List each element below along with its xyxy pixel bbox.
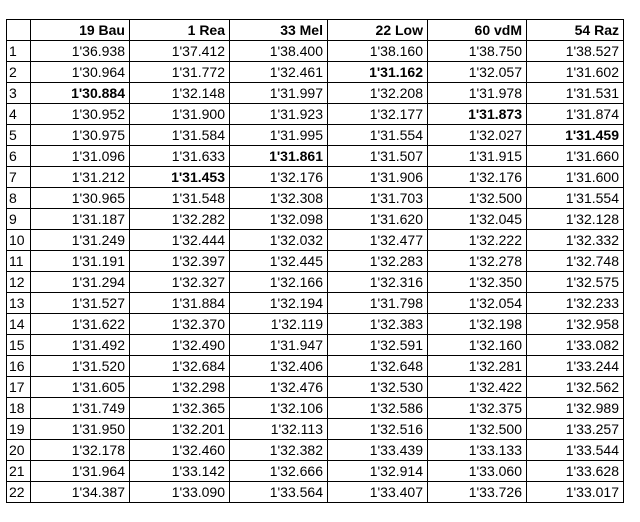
lap-time-cell: 1'38.527 bbox=[527, 41, 624, 62]
table-row bbox=[7, 125, 624, 146]
lap-time-cell: 1'32.476 bbox=[230, 377, 328, 398]
lap-time-cell: 1'32.283 bbox=[328, 251, 428, 272]
lap-number: 13 bbox=[7, 293, 31, 314]
lap-time-cell: 1'32.327 bbox=[130, 272, 230, 293]
lap-time-cell: 1'31.950 bbox=[31, 419, 130, 440]
lap-time-cell: 1'30.965 bbox=[31, 188, 130, 209]
lap-time-cell: 1'31.884 bbox=[130, 293, 230, 314]
header-row bbox=[7, 20, 624, 41]
lap-time-cell: 1'32.057 bbox=[428, 62, 527, 83]
rider-header: 19 Bau bbox=[31, 20, 130, 41]
lap-time-cell: 1'32.562 bbox=[527, 377, 624, 398]
lap-time-cell: 1'32.989 bbox=[527, 398, 624, 419]
lap-time-cell: 1'32.106 bbox=[230, 398, 328, 419]
table-row bbox=[7, 167, 624, 188]
lap-time-cell: 1'33.082 bbox=[527, 335, 624, 356]
lap-number: 11 bbox=[7, 251, 31, 272]
lap-number: 16 bbox=[7, 356, 31, 377]
lap-time-cell: 1'34.387 bbox=[31, 482, 130, 503]
lap-time-cell: 1'32.460 bbox=[130, 440, 230, 461]
table-row bbox=[7, 209, 624, 230]
lap-time-cell: 1'32.119 bbox=[230, 314, 328, 335]
lap-number: 19 bbox=[7, 419, 31, 440]
lap-time-cell: 1'31.749 bbox=[31, 398, 130, 419]
lap-number: 7 bbox=[7, 167, 31, 188]
rider-header: 33 Mel bbox=[230, 20, 328, 41]
lap-time-cell: 1'32.332 bbox=[527, 230, 624, 251]
lap-time-cell: 1'33.407 bbox=[328, 482, 428, 503]
lap-time-cell: 1'31.554 bbox=[527, 188, 624, 209]
lap-time-cell: 1'32.148 bbox=[130, 83, 230, 104]
lap-time-cell: 1'32.445 bbox=[230, 251, 328, 272]
lap-time-cell: 1'32.113 bbox=[230, 419, 328, 440]
lap-time-cell: 1'31.096 bbox=[31, 146, 130, 167]
lap-time-cell: 1'32.382 bbox=[230, 440, 328, 461]
lap-time-cell: 1'32.516 bbox=[328, 419, 428, 440]
lap-time-cell: 1'32.575 bbox=[527, 272, 624, 293]
lap-time-cell: 1'32.370 bbox=[130, 314, 230, 335]
lap-time-cell: 1'32.282 bbox=[130, 209, 230, 230]
lap-time-cell: 1'32.233 bbox=[527, 293, 624, 314]
table-row bbox=[7, 440, 624, 461]
lap-time-cell: 1'32.208 bbox=[328, 83, 428, 104]
lap-time-cell: 1'31.584 bbox=[130, 125, 230, 146]
lap-time-cell: 1'31.605 bbox=[31, 377, 130, 398]
lap-time-cell: 1'32.958 bbox=[527, 314, 624, 335]
lap-time-cell: 1'31.554 bbox=[328, 125, 428, 146]
lap-number: 6 bbox=[7, 146, 31, 167]
lap-time-cell: 1'38.750 bbox=[428, 41, 527, 62]
lap-time-cell: 1'32.530 bbox=[328, 377, 428, 398]
lap-time-cell: 1'31.527 bbox=[31, 293, 130, 314]
lap-time-cell: 1'32.308 bbox=[230, 188, 328, 209]
lap-time-cell: 1'31.600 bbox=[527, 167, 624, 188]
lap-time-cell: 1'31.620 bbox=[328, 209, 428, 230]
lap-number: 10 bbox=[7, 230, 31, 251]
lap-time-cell: 1'32.397 bbox=[130, 251, 230, 272]
lap-number: 18 bbox=[7, 398, 31, 419]
lap-time-cell: 1'31.900 bbox=[130, 104, 230, 125]
lap-number: 14 bbox=[7, 314, 31, 335]
lap-time-cell: 1'33.090 bbox=[130, 482, 230, 503]
lap-time-cell: 1'38.400 bbox=[230, 41, 328, 62]
lap-time-cell: 1'33.726 bbox=[428, 482, 527, 503]
lap-number: 8 bbox=[7, 188, 31, 209]
lap-time-cell: 1'31.531 bbox=[527, 83, 624, 104]
lap-time-cell: 1'31.906 bbox=[328, 167, 428, 188]
lap-time-cell: 1'31.507 bbox=[328, 146, 428, 167]
lap-time-cell: 1'31.294 bbox=[31, 272, 130, 293]
lap-time-cell: 1'32.278 bbox=[428, 251, 527, 272]
lap-time-cell: 1'32.350 bbox=[428, 272, 527, 293]
lap-time-cell: 1'33.439 bbox=[328, 440, 428, 461]
table-row bbox=[7, 272, 624, 293]
lap-time-cell: 1'30.975 bbox=[31, 125, 130, 146]
lap-time-cell: 1'31.492 bbox=[31, 335, 130, 356]
lap-time-cell: 1'32.748 bbox=[527, 251, 624, 272]
lap-time-cell: 1'31.602 bbox=[527, 62, 624, 83]
table-row bbox=[7, 41, 624, 62]
lap-time-cell: 1'32.198 bbox=[428, 314, 527, 335]
lap-time-cell: 1'31.660 bbox=[527, 146, 624, 167]
lap-time-cell: 1'31.798 bbox=[328, 293, 428, 314]
lap-time-cell: 1'32.591 bbox=[328, 335, 428, 356]
lap-time-cell: 1'32.490 bbox=[130, 335, 230, 356]
best-lap-time-cell: 1'31.861 bbox=[230, 146, 328, 167]
best-lap-time-cell: 1'31.873 bbox=[428, 104, 527, 125]
lap-time-cell: 1'31.249 bbox=[31, 230, 130, 251]
lap-time-cell: 1'31.964 bbox=[31, 461, 130, 482]
lap-time-cell: 1'31.947 bbox=[230, 335, 328, 356]
lap-time-cell: 1'32.178 bbox=[31, 440, 130, 461]
lap-time-cell: 1'33.564 bbox=[230, 482, 328, 503]
lap-time-cell: 1'32.383 bbox=[328, 314, 428, 335]
lap-time-cell: 1'32.194 bbox=[230, 293, 328, 314]
lap-number: 20 bbox=[7, 440, 31, 461]
rider-header: 22 Low bbox=[328, 20, 428, 41]
lap-time-cell: 1'32.375 bbox=[428, 398, 527, 419]
lap-time-cell: 1'32.648 bbox=[328, 356, 428, 377]
lap-time-cell: 1'32.160 bbox=[428, 335, 527, 356]
lap-time-cell: 1'32.422 bbox=[428, 377, 527, 398]
lap-time-cell: 1'30.952 bbox=[31, 104, 130, 125]
lap-times-table bbox=[6, 19, 624, 503]
lap-time-cell: 1'33.544 bbox=[527, 440, 624, 461]
lap-time-cell: 1'32.201 bbox=[130, 419, 230, 440]
lap-number: 4 bbox=[7, 104, 31, 125]
lap-time-cell: 1'36.938 bbox=[31, 41, 130, 62]
lap-time-cell: 1'32.032 bbox=[230, 230, 328, 251]
lap-time-cell: 1'38.160 bbox=[328, 41, 428, 62]
lap-time-cell: 1'31.212 bbox=[31, 167, 130, 188]
lap-time-cell: 1'32.666 bbox=[230, 461, 328, 482]
lap-time-cell: 1'31.874 bbox=[527, 104, 624, 125]
lap-time-cell: 1'31.997 bbox=[230, 83, 328, 104]
lap-time-cell: 1'32.176 bbox=[230, 167, 328, 188]
lap-time-cell: 1'32.684 bbox=[130, 356, 230, 377]
rider-header: 60 vdM bbox=[428, 20, 527, 41]
lap-time-cell: 1'31.622 bbox=[31, 314, 130, 335]
lap-number: 1 bbox=[7, 41, 31, 62]
table-row bbox=[7, 419, 624, 440]
rider-header: 54 Raz bbox=[527, 20, 624, 41]
lap-number: 5 bbox=[7, 125, 31, 146]
lap-time-cell: 1'31.995 bbox=[230, 125, 328, 146]
table-row bbox=[7, 293, 624, 314]
lap-time-cell: 1'33.017 bbox=[527, 482, 624, 503]
lap-time-cell: 1'32.316 bbox=[328, 272, 428, 293]
lap-time-cell: 1'31.633 bbox=[130, 146, 230, 167]
best-lap-time-cell: 1'30.884 bbox=[31, 83, 130, 104]
table-row bbox=[7, 230, 624, 251]
table-row bbox=[7, 461, 624, 482]
lap-time-cell: 1'31.923 bbox=[230, 104, 328, 125]
corner-cell bbox=[7, 20, 31, 41]
lap-time-cell: 1'32.045 bbox=[428, 209, 527, 230]
lap-time-cell: 1'32.500 bbox=[428, 188, 527, 209]
best-lap-time-cell: 1'31.453 bbox=[130, 167, 230, 188]
table-row bbox=[7, 188, 624, 209]
table-row bbox=[7, 104, 624, 125]
rider-header: 1 Rea bbox=[130, 20, 230, 41]
lap-number: 9 bbox=[7, 209, 31, 230]
lap-time-cell: 1'32.500 bbox=[428, 419, 527, 440]
lap-time-cell: 1'32.444 bbox=[130, 230, 230, 251]
lap-time-cell: 1'31.191 bbox=[31, 251, 130, 272]
lap-time-cell: 1'31.703 bbox=[328, 188, 428, 209]
lap-time-cell: 1'32.586 bbox=[328, 398, 428, 419]
lap-time-cell: 1'32.281 bbox=[428, 356, 527, 377]
lap-time-cell: 1'32.365 bbox=[130, 398, 230, 419]
lap-time-cell: 1'30.964 bbox=[31, 62, 130, 83]
lap-number: 22 bbox=[7, 482, 31, 503]
lap-number: 3 bbox=[7, 83, 31, 104]
lap-time-cell: 1'31.915 bbox=[428, 146, 527, 167]
lap-number: 17 bbox=[7, 377, 31, 398]
table-row bbox=[7, 335, 624, 356]
lap-time-cell: 1'32.027 bbox=[428, 125, 527, 146]
lap-time-cell: 1'33.142 bbox=[130, 461, 230, 482]
table-row bbox=[7, 398, 624, 419]
lap-time-cell: 1'33.133 bbox=[428, 440, 527, 461]
lap-time-cell: 1'32.477 bbox=[328, 230, 428, 251]
table-row bbox=[7, 83, 624, 104]
lap-time-cell: 1'32.914 bbox=[328, 461, 428, 482]
table-row bbox=[7, 482, 624, 503]
lap-time-cell: 1'31.548 bbox=[130, 188, 230, 209]
table-row bbox=[7, 251, 624, 272]
lap-time-cell: 1'32.298 bbox=[130, 377, 230, 398]
lap-time-cell: 1'33.628 bbox=[527, 461, 624, 482]
best-lap-time-cell: 1'31.459 bbox=[527, 125, 624, 146]
lap-time-cell: 1'32.406 bbox=[230, 356, 328, 377]
lap-number: 21 bbox=[7, 461, 31, 482]
lap-time-cell: 1'33.257 bbox=[527, 419, 624, 440]
table-row bbox=[7, 146, 624, 167]
lap-number: 15 bbox=[7, 335, 31, 356]
lap-time-cell: 1'31.978 bbox=[428, 83, 527, 104]
table-row bbox=[7, 314, 624, 335]
lap-time-cell: 1'31.520 bbox=[31, 356, 130, 377]
best-lap-time-cell: 1'31.162 bbox=[328, 62, 428, 83]
lap-time-cell: 1'31.772 bbox=[130, 62, 230, 83]
lap-time-cell: 1'32.461 bbox=[230, 62, 328, 83]
lap-time-cell: 1'32.166 bbox=[230, 272, 328, 293]
lap-time-cell: 1'32.222 bbox=[428, 230, 527, 251]
lap-number: 2 bbox=[7, 62, 31, 83]
lap-time-cell: 1'32.128 bbox=[527, 209, 624, 230]
lap-time-cell: 1'31.187 bbox=[31, 209, 130, 230]
lap-number: 12 bbox=[7, 272, 31, 293]
lap-time-cell: 1'33.060 bbox=[428, 461, 527, 482]
lap-time-cell: 1'37.412 bbox=[130, 41, 230, 62]
table-row bbox=[7, 356, 624, 377]
table-row bbox=[7, 62, 624, 83]
lap-time-cell: 1'33.244 bbox=[527, 356, 624, 377]
table-row bbox=[7, 377, 624, 398]
lap-time-cell: 1'32.177 bbox=[328, 104, 428, 125]
lap-time-cell: 1'32.176 bbox=[428, 167, 527, 188]
lap-time-cell: 1'32.098 bbox=[230, 209, 328, 230]
lap-time-cell: 1'32.054 bbox=[428, 293, 527, 314]
